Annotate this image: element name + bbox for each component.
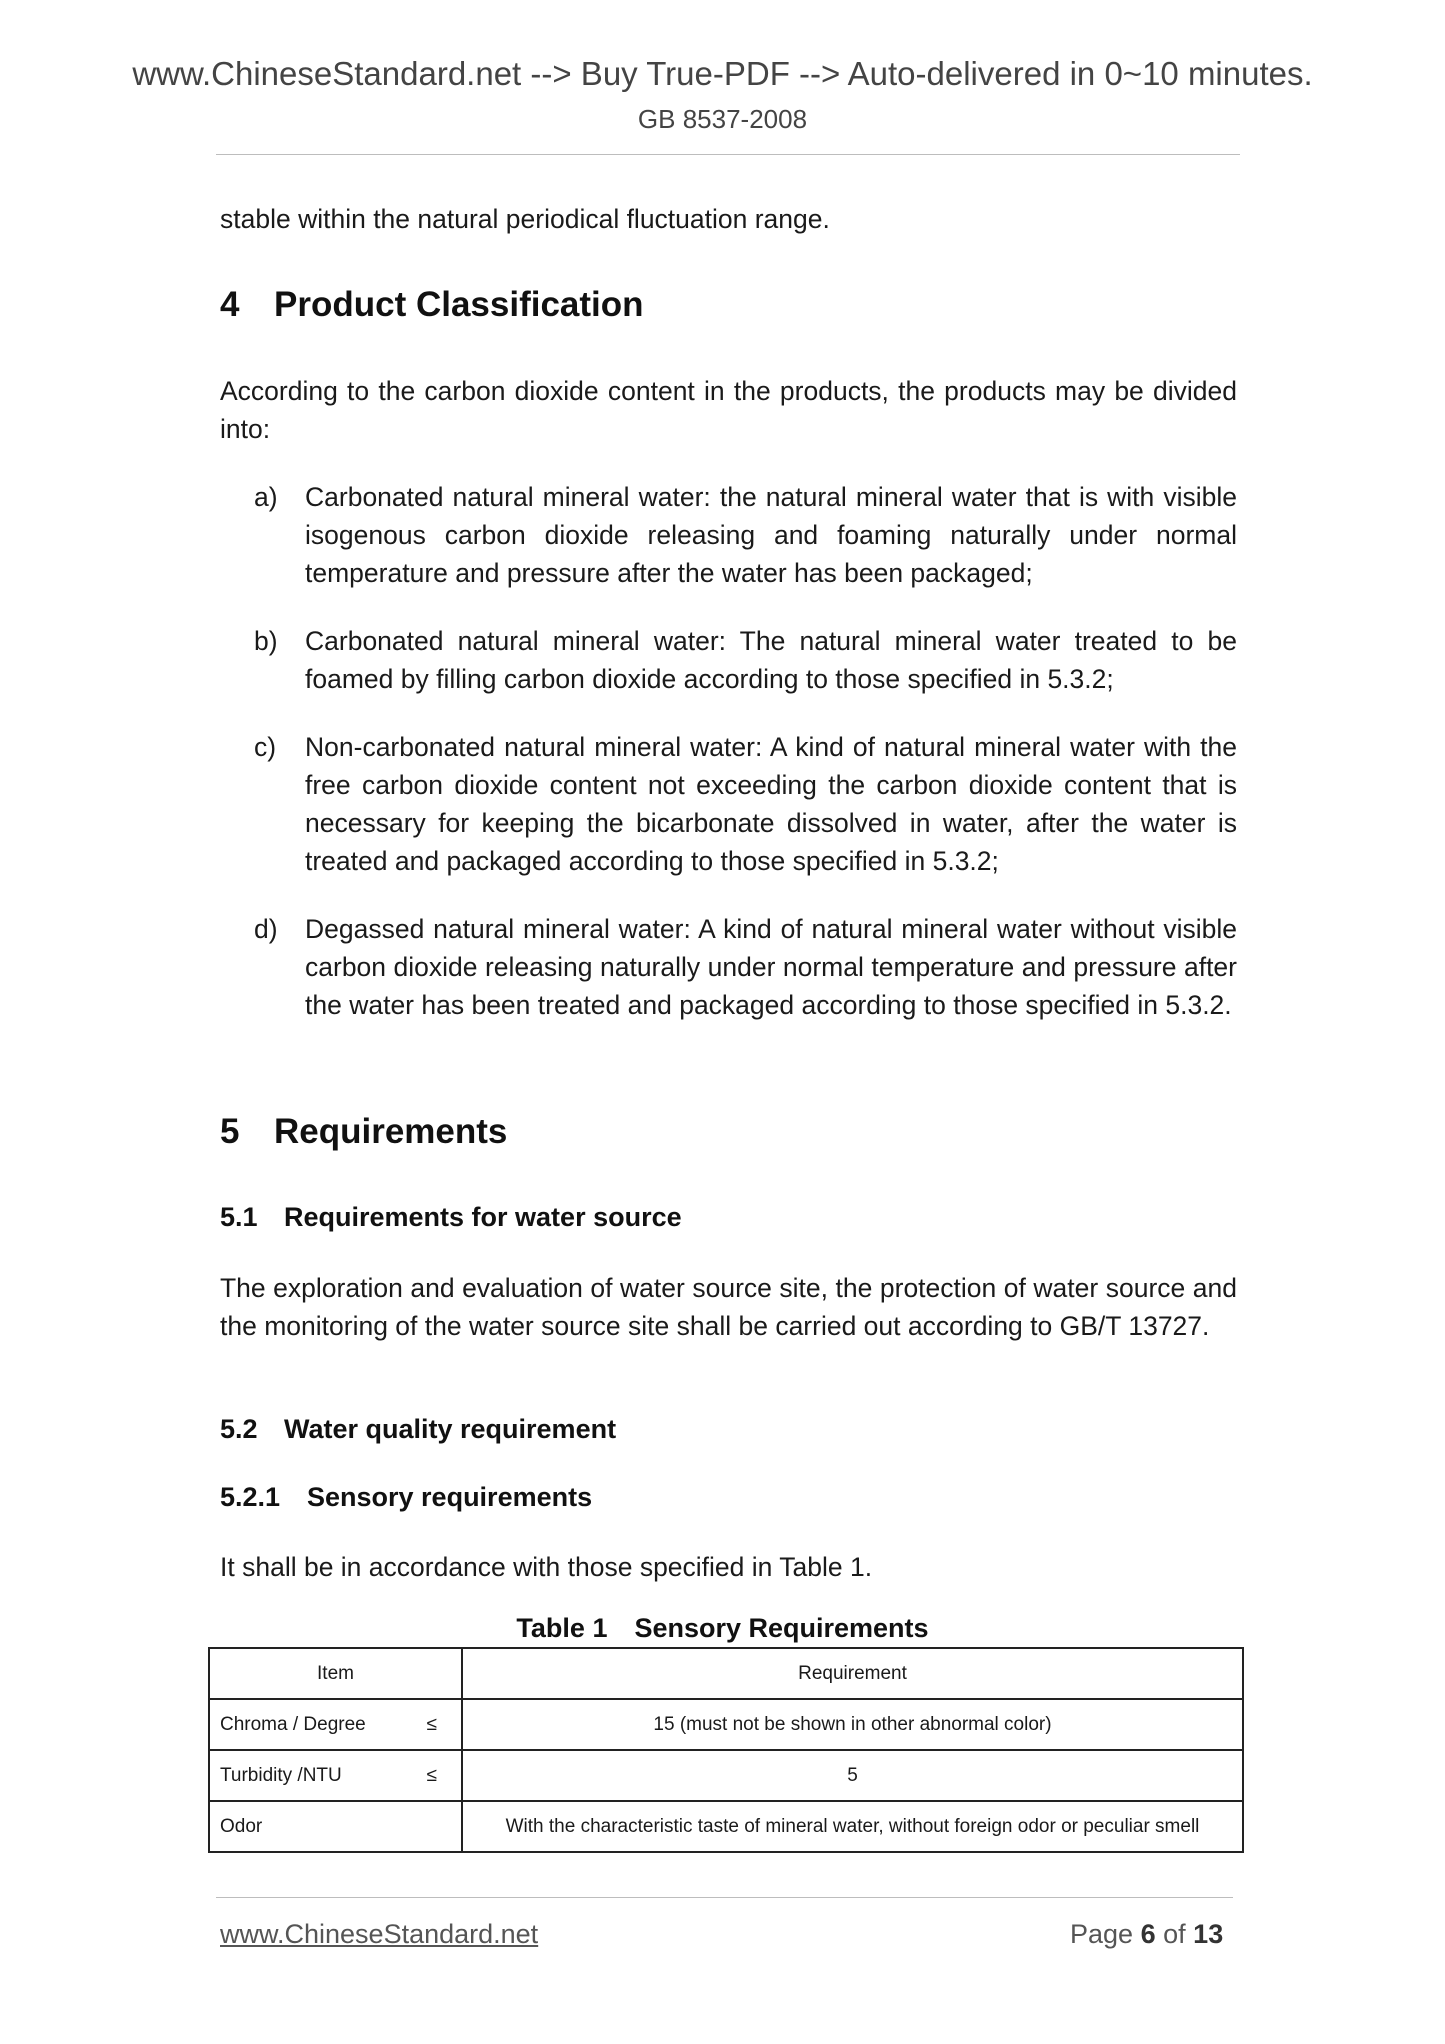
table-row [209,1801,1243,1852]
header-divider [216,154,1240,155]
section-number: 5 [220,1112,240,1151]
operator-symbol: ≤ [426,1764,437,1786]
section-number: 5.2 [220,1414,258,1444]
table-row [209,1750,1243,1801]
section-5-1-heading [220,1202,682,1233]
footer-divider [216,1897,1233,1898]
item-label: Turbidity /NTU [220,1764,342,1786]
section-5-2-1-heading [220,1482,592,1513]
table-row [209,1699,1243,1750]
requirement-cell: 15 (must not be shown in other abnormal color) [462,1699,1243,1750]
item-cell [209,1699,462,1750]
requirement-cell: 5 [462,1750,1243,1801]
section-5-2-1-text: It shall be in accordance with those specified in Table 1. [220,1552,873,1582]
header-cell-requirement: Requirement [462,1648,1243,1699]
item-label: Chroma / Degree [220,1713,366,1735]
page-of: of [1163,1919,1186,1949]
section-4-lead: According to the carbon dioxide content in the products, the products may be divided into: [220,376,1237,444]
item-cell [209,1750,462,1801]
requirement-cell: With the characteristic taste of mineral water, without foreign odor or peculiar smell [462,1801,1243,1852]
list-marker: d) [254,914,278,944]
section-number: 5.2.1 [220,1482,281,1512]
section-5-1-text: The exploration and evaluation of water source site, the protection of water source and the monitoring of the water source site shall be carried out according to GB/T 13727. [220,1273,1237,1341]
list-text: Carbonated natural mineral water: the natural mineral water that is with visible isogenous carbon dioxide releasing and foaming naturally under normal temperature and pressure after the water has been packaged; [305,482,1237,588]
list-text: Carbonated natural mineral water: The natural mineral water treated to be foamed by filling carbon dioxide according to those specified in 5.3.2; [305,626,1237,694]
list-item-d [254,910,1237,1024]
header-banner: www.ChineseStandard.net --> Buy True-PDF --> Auto-delivered in 0~10 minutes. [132,55,1313,92]
list-marker: b) [254,626,278,656]
section-title: Requirements [274,1112,508,1151]
list-item-c [254,728,1237,880]
section-5-2-heading [220,1414,616,1445]
footer-site-link[interactable]: www.ChineseStandard.net [220,1919,539,1949]
list-item-b [254,622,1237,698]
table-header-row [209,1648,1243,1699]
operator-symbol: ≤ [426,1713,437,1735]
section-number: 5.1 [220,1202,258,1232]
list-marker: a) [254,482,278,512]
list-text: Degassed natural mineral water: A kind of natural mineral water without visible carbon dioxide releasing naturally under normal temperature and pressure after the water has been treated and packaged according to those specified in 5.3.2. [305,914,1237,1020]
list-marker: c) [254,732,277,762]
header-cell-item: Item [209,1648,462,1699]
section-title: Requirements for water source [284,1202,682,1232]
section-title: Sensory requirements [307,1482,593,1512]
section-4-heading [220,285,644,325]
section-title: Water quality requirement [284,1414,617,1444]
page-total: 13 [1193,1919,1224,1949]
section-5-heading [220,1112,507,1152]
item-cell [209,1801,462,1852]
page-indicator [1070,1919,1223,1950]
section-number: 4 [220,285,240,324]
page-current: 6 [1140,1919,1156,1949]
sensory-requirements-table [208,1647,1244,1853]
item-label: Odor [220,1815,263,1837]
section-title: Product Classification [274,285,644,324]
table-caption: Table 1 Sensory Requirements [516,1613,929,1643]
list-item-a [254,478,1237,592]
list-text: Non-carbonated natural mineral water: A kind of natural mineral water with the free carbon dioxide content not exceeding the carbon dioxide content that is necessary for keeping the bicarbonate dissolved in water, after the water is treated and packaged according to those specified in 5.3.2; [305,732,1237,876]
page-prefix: Page [1070,1919,1134,1949]
standard-number: GB 8537-2008 [637,104,808,134]
intro-paragraph: stable within the natural periodical fluctuation range. [220,204,830,234]
